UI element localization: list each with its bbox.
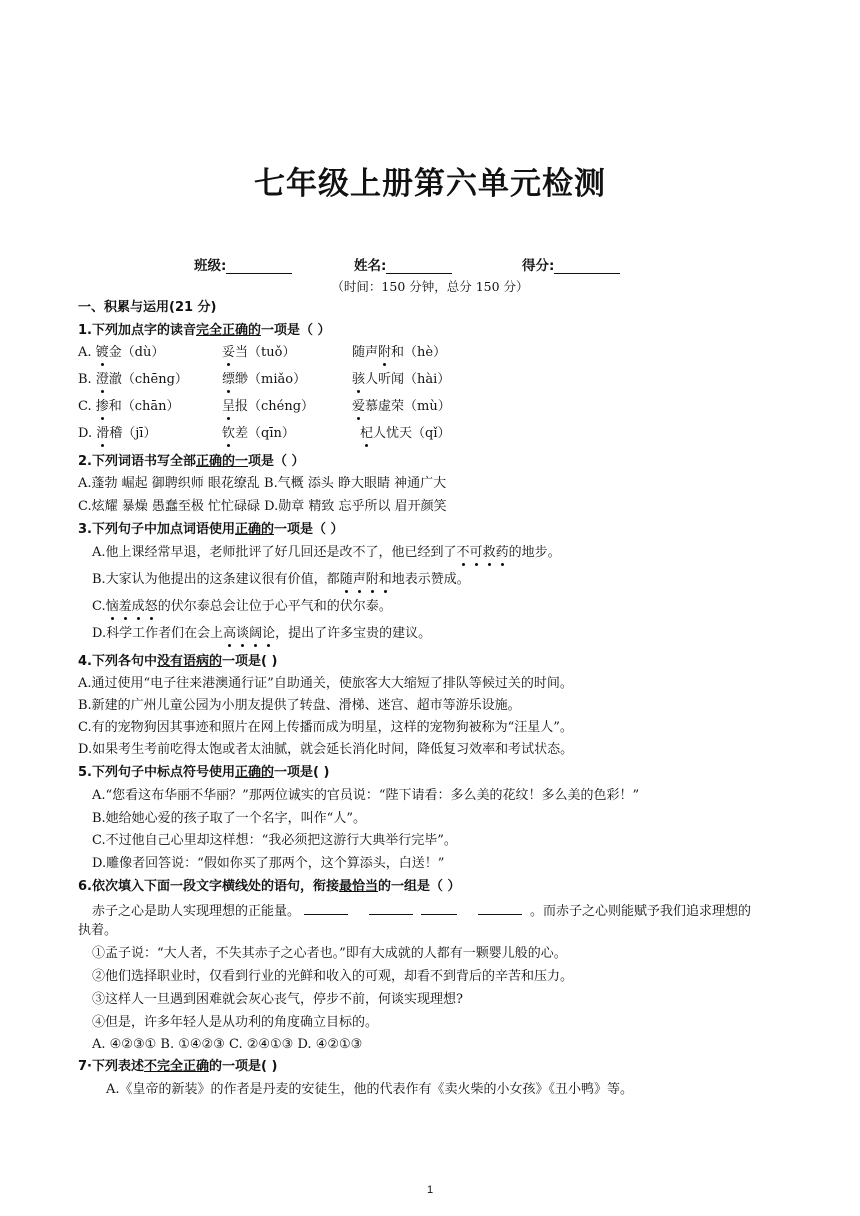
option-text: 随声 bbox=[352, 345, 379, 360]
name-field bbox=[354, 254, 452, 274]
question-4-stem bbox=[78, 653, 277, 671]
dotted-char: 不 bbox=[456, 545, 470, 560]
passage-text: 赤子之心是助人实现理想的正能量。 bbox=[92, 904, 301, 919]
stem-text: 一项是( ) bbox=[274, 765, 330, 780]
stem-text: 1.下列加点字的读音 bbox=[78, 323, 196, 338]
score-field bbox=[522, 254, 620, 274]
fill-blank bbox=[478, 901, 522, 915]
option-text: A.他上课经常早退，老师批评了好几回还是改不了，他已经到了 bbox=[92, 545, 457, 560]
page-title: 七年级上册第六单元检测 bbox=[254, 166, 606, 202]
dotted-char: 怒 bbox=[144, 599, 158, 614]
dotted-char: 滑 bbox=[96, 426, 110, 441]
question-4-option-c: C.有的宠物狗因其事迹和照片在网上传播而成为明星，这样的宠物狗被称为“汪星人”。 bbox=[78, 720, 573, 735]
stem-underlined: 正确的一 bbox=[195, 454, 248, 469]
option-text: 当（tuǒ） bbox=[235, 345, 296, 360]
question-5-option-a: A.“您看这布华丽不华丽？”那两位诚实的官员说：“陛下请看：多么美的花纹！多么美的色彩！” bbox=[92, 788, 640, 803]
dotted-char: 阔 bbox=[249, 626, 263, 641]
option-text: C. bbox=[78, 399, 96, 414]
option-text: 和（chān） bbox=[108, 399, 180, 414]
question-3-option-d bbox=[92, 625, 431, 643]
stem-underlined: 不完全正确 bbox=[143, 1059, 209, 1074]
dotted-char: 杞 bbox=[360, 426, 374, 441]
question-1-option-item bbox=[352, 344, 446, 362]
question-4-option-a: A.通过使用“电子往来港澳通行证”自助通关，使旅客大大缩短了排队等候过关的时间。 bbox=[78, 676, 573, 691]
dotted-char: 救 bbox=[482, 545, 496, 560]
question-3-option-a bbox=[92, 544, 561, 562]
dotted-char: 妥 bbox=[222, 345, 236, 360]
question-3-option-c bbox=[92, 598, 392, 616]
question-1-option-item bbox=[78, 344, 164, 362]
option-text: 澈（chēng） bbox=[108, 372, 188, 387]
dotted-phrase bbox=[223, 626, 275, 641]
dotted-char: 随 bbox=[339, 572, 353, 587]
question-1-option-item bbox=[222, 425, 295, 443]
option-text: 人听闻（hài） bbox=[365, 372, 451, 387]
question-5-option-c: C.不过他自己心里却这样想：“我必须把这游行大典举行完毕”。 bbox=[92, 833, 457, 848]
stem-text: 的一项是( ) bbox=[209, 1059, 278, 1074]
question-6-passage bbox=[92, 901, 751, 921]
fill-blank bbox=[304, 901, 348, 915]
stem-underlined: 没有语病的 bbox=[156, 654, 222, 669]
option-text: 慕虚荣（mù） bbox=[365, 399, 451, 414]
fill-blank bbox=[369, 901, 413, 915]
dotted-char: 药 bbox=[495, 545, 509, 560]
stem-text: 一项是（ ） bbox=[261, 323, 331, 338]
question-1-stem bbox=[78, 322, 331, 340]
question-6-sentence-1: ①孟子说：“大人者，不失其赤子之心者也。”即有大成就的人都有一颗婴儿般的心。 bbox=[92, 946, 567, 961]
page-number: 1 bbox=[426, 1184, 434, 1196]
option-text: 差（qīn） bbox=[235, 426, 295, 441]
option-text: D.科学工作者们在会上 bbox=[92, 626, 224, 641]
score-blank bbox=[554, 259, 620, 274]
dotted-char: 澄 bbox=[95, 372, 109, 387]
option-text: 的伏尔泰总会让位于心平气和的伏尔泰。 bbox=[157, 599, 392, 614]
option-text: A. bbox=[78, 345, 96, 360]
option-text: ，提出了许多宝贵的建议。 bbox=[275, 626, 432, 641]
dotted-phrase bbox=[106, 599, 158, 614]
dotted-char: 高 bbox=[223, 626, 237, 641]
question-6-sentence-3: ③这样人一旦遇到困难就会灰心丧气，停步不前，何谈实现理想? bbox=[92, 992, 463, 1007]
stem-text: 一项是( ) bbox=[222, 654, 278, 669]
option-text: 报（chéng） bbox=[235, 399, 315, 414]
question-2-option-line: C.炫耀 暴燥 愚蠢至极 忙忙碌碌 D.勋章 精致 忘乎所以 眉开颜笑 bbox=[78, 499, 447, 514]
stem-underlined: 正确的 bbox=[234, 522, 274, 537]
option-text: 和（hè） bbox=[391, 345, 447, 360]
option-text: B.大家认为他提出的这条建议很有价值，都 bbox=[92, 572, 340, 587]
time-note: （时间：150 分钟，总分 150 分） bbox=[331, 279, 529, 294]
question-7-option-a: A.《皇帝的新装》的作者是丹麦的安徒生，他的代表作有《卖火柴的小女孩》《丑小鸭》等。 bbox=[106, 1082, 634, 1097]
dotted-char: 掺 bbox=[95, 399, 109, 414]
stem-underlined: 完全正确的 bbox=[195, 323, 261, 338]
question-2-option-line: A.蓬勃 崛起 御聘织师 眼花缭乱 B.气概 添头 睁大眼睛 神通广大 bbox=[78, 476, 447, 491]
score-label: 得分: bbox=[522, 258, 555, 274]
dotted-char: 可 bbox=[469, 545, 483, 560]
question-6-sentence-2: ②他们选择职业时，仅看到行业的光鲜和收入的可观，却看不到背后的辛苦和压力。 bbox=[92, 969, 574, 984]
question-1-option-item bbox=[360, 425, 451, 443]
section-heading: 一、积累与运用(21 分) bbox=[78, 300, 217, 315]
stem-text: 7·下列表述 bbox=[78, 1059, 144, 1074]
dotted-char: 羞 bbox=[118, 599, 132, 614]
dotted-char: 爱 bbox=[352, 399, 366, 414]
dotted-char: 缥 bbox=[222, 372, 236, 387]
dotted-char: 成 bbox=[131, 599, 145, 614]
dotted-char: 谈 bbox=[236, 626, 250, 641]
dotted-char: 钦 bbox=[222, 426, 236, 441]
question-6-stem bbox=[78, 878, 461, 896]
dotted-char: 骇 bbox=[352, 372, 366, 387]
question-1-option-item bbox=[352, 398, 451, 416]
dotted-char: 呈 bbox=[222, 399, 236, 414]
question-7-stem bbox=[78, 1058, 277, 1076]
question-6-options: A. ④②③① B. ①④②③ C. ②④①③ D. ④②①③ bbox=[92, 1037, 363, 1052]
dotted-char: 论 bbox=[262, 626, 276, 641]
stem-text: 的一组是（ ） bbox=[378, 879, 461, 894]
passage-text: 。而赤子之心则能赋予我们追求理想的 bbox=[530, 904, 752, 919]
question-5-option-d: D.雕像者回答说：“假如你买了那两个，这个算添头，白送！” bbox=[92, 856, 445, 871]
option-text: D. bbox=[78, 426, 97, 441]
name-blank bbox=[386, 259, 452, 274]
dotted-char: 恼 bbox=[105, 599, 119, 614]
option-text: C. bbox=[92, 599, 106, 614]
dotted-char: 附 bbox=[365, 572, 379, 587]
option-text: 金（dù） bbox=[108, 345, 165, 360]
question-1-option-item bbox=[352, 371, 450, 389]
option-text: 的地步。 bbox=[508, 545, 561, 560]
dotted-char: 声 bbox=[352, 572, 366, 587]
name-label: 姓名: bbox=[354, 258, 387, 274]
question-1-option-item bbox=[78, 371, 188, 389]
stem-text: 3.下列句子中加点词语使用 bbox=[78, 522, 235, 537]
dotted-char: 和 bbox=[378, 572, 392, 587]
option-text: B. bbox=[78, 372, 96, 387]
fill-blank bbox=[421, 901, 457, 915]
question-1-option-item bbox=[222, 398, 314, 416]
option-text: 缈（miǎo） bbox=[235, 372, 307, 387]
option-text: 稽（jī） bbox=[109, 426, 157, 441]
stem-text: 6.依次填入下面一段文字横线处的语句，衔接 bbox=[78, 879, 339, 894]
dotted-char: 镀 bbox=[95, 345, 109, 360]
class-label: 班级: bbox=[194, 258, 227, 274]
stem-underlined: 最恰当 bbox=[338, 879, 378, 894]
question-5-stem bbox=[78, 764, 329, 782]
question-3-option-b bbox=[92, 571, 470, 589]
class-blank bbox=[226, 259, 292, 274]
dotted-phrase bbox=[457, 545, 509, 560]
dotted-phrase bbox=[340, 572, 392, 587]
question-1-option-item bbox=[222, 371, 306, 389]
stem-text: 2.下列词语书写全部 bbox=[78, 454, 196, 469]
question-6-passage-end: 执着。 bbox=[78, 923, 118, 938]
question-1-option-item bbox=[78, 398, 180, 416]
stem-text: 项是（ ） bbox=[248, 454, 305, 469]
question-1-option-item bbox=[222, 344, 295, 362]
dotted-char: 附 bbox=[378, 345, 392, 360]
class-field bbox=[194, 254, 292, 274]
option-text: 地表示赞成。 bbox=[391, 572, 470, 587]
question-4-option-d: D.如果考生考前吃得太饱或者太油腻，就会延长消化时间，降低复习效率和考试状态。 bbox=[78, 742, 574, 757]
question-3-stem bbox=[78, 521, 344, 539]
question-1-option-item bbox=[78, 425, 156, 443]
stem-underlined: 正确的 bbox=[234, 765, 274, 780]
question-5-option-b: B.她给她心爱的孩子取了一个名字，叫作“人”。 bbox=[92, 811, 366, 826]
question-2-stem bbox=[78, 453, 305, 471]
stem-text: 5.下列句子中标点符号使用 bbox=[78, 765, 235, 780]
stem-text: 一项是（ ） bbox=[274, 522, 344, 537]
option-text: 人忧天（qǐ） bbox=[373, 426, 451, 441]
question-6-sentence-4: ④但是，许多年轻人是从功利的角度确立目标的。 bbox=[92, 1015, 379, 1030]
stem-text: 4.下列各句中 bbox=[78, 654, 157, 669]
question-4-option-b: B.新建的广州儿童公园为小朋友提供了转盘、滑梯、迷宫、超市等游乐设施。 bbox=[78, 698, 521, 713]
